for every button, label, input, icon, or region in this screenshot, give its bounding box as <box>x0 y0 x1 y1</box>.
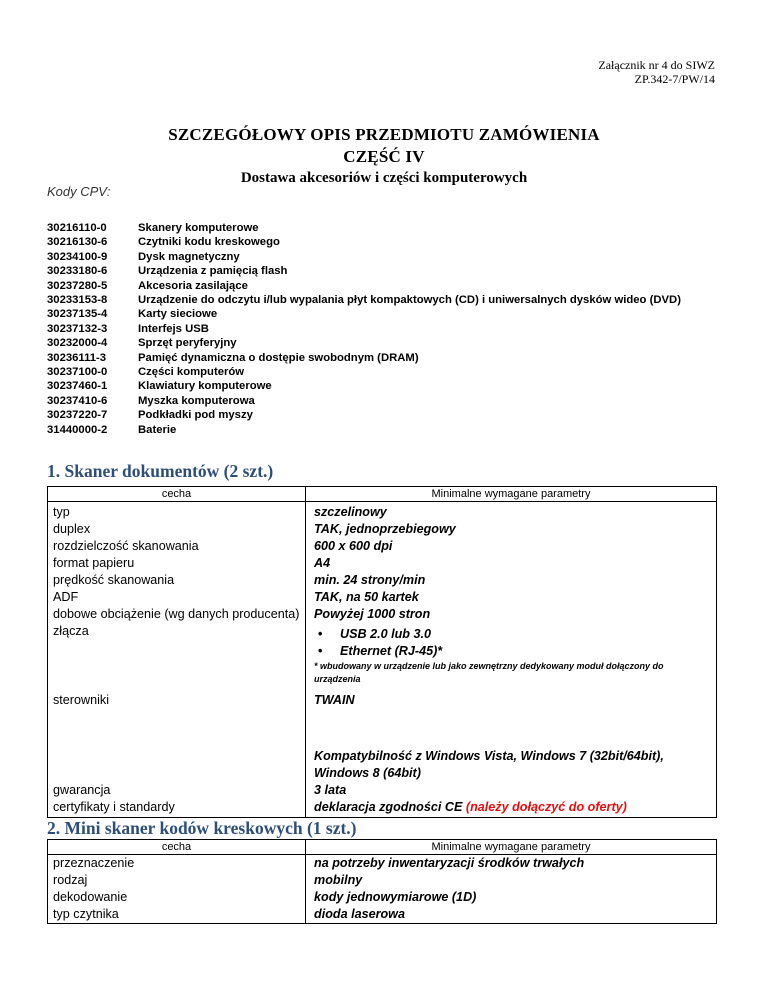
row-value: Kompatybilność z Windows Vista, Windows 7 (32bit/64bit), Windows 8 (64bit) <box>306 748 717 782</box>
row-label: ADF <box>48 589 306 606</box>
cpv-description: Części komputerów <box>138 366 245 379</box>
table-row <box>48 502 717 522</box>
cpv-row <box>47 250 681 264</box>
case-number: ZP.342-7/PW/14 <box>634 72 715 86</box>
certification-value: deklaracja zgodności CE <box>314 800 463 814</box>
cpv-row <box>47 408 681 422</box>
row-value <box>306 692 717 748</box>
row-value: TAK, na 50 kartek <box>306 589 717 606</box>
table-row <box>48 589 717 606</box>
document-scanner-spec-table <box>47 486 717 818</box>
column-header-feature: cecha <box>48 840 306 855</box>
cpv-row <box>47 221 681 235</box>
cpv-description: Interfejs USB <box>138 322 209 335</box>
column-header-parameters: Minimalne wymagane parametry <box>306 840 717 855</box>
cpv-code: 30233153-8 <box>47 294 108 307</box>
cpv-code: 30237220-7 <box>47 409 108 422</box>
cpv-description: Myszka komputerowa <box>138 394 255 407</box>
cpv-code: 30237100-0 <box>47 366 108 379</box>
table-row <box>48 872 717 889</box>
row-value: na potrzeby inwentaryzacji środków trwałych <box>306 855 717 873</box>
table-header-row <box>48 487 717 502</box>
row-value: min. 24 strony/min <box>306 572 717 589</box>
cpv-code: 30236111-3 <box>47 351 107 364</box>
cpv-code: 30237460-1 <box>47 380 108 393</box>
row-label: sterowniki <box>48 692 306 748</box>
cpv-description: Skanery komputerowe <box>138 222 259 234</box>
table-row <box>48 889 717 906</box>
page-subtitle: Dostawa akcesoriów i części komputerowych <box>240 170 528 186</box>
table-row <box>48 555 717 572</box>
cpv-code: 30216110-0 <box>47 222 107 234</box>
row-value: 600 x 600 dpi <box>306 538 717 555</box>
cpv-list <box>47 221 681 437</box>
cpv-code: 30237280-5 <box>47 279 108 292</box>
cpv-description: Karty sieciowe <box>138 308 218 321</box>
table-row <box>48 606 717 623</box>
document-reference <box>598 58 715 86</box>
cpv-row <box>47 307 681 321</box>
row-value: mobilny <box>306 872 717 889</box>
cpv-row <box>47 235 681 249</box>
cpv-description: Sprzęt peryferyjny <box>138 337 237 350</box>
cpv-row <box>47 264 681 278</box>
part-title: CZĘŚĆ IV <box>343 147 425 166</box>
cpv-row <box>47 423 681 437</box>
row-value <box>306 623 717 692</box>
row-label: duplex <box>48 521 306 538</box>
table-row <box>48 782 717 799</box>
cpv-description: Klawiatury komputerowe <box>138 380 272 393</box>
cpv-row <box>47 394 681 408</box>
row-value: dioda laserowa <box>306 906 717 924</box>
cpv-row <box>47 322 681 336</box>
cpv-description: Urządzenie do odczytu i/lub wypalania płyt kompaktowych (CD) i uniwersalnych dysków wideo (DVD) <box>138 294 681 307</box>
row-label: przeznaczenie <box>48 855 306 873</box>
row-value: kody jednowymiarowe (1D) <box>306 889 717 906</box>
cpv-code: 30237132-3 <box>47 322 108 335</box>
cpv-row <box>47 379 681 393</box>
list-item: • USB 2.0 lub 3.0 <box>314 626 711 643</box>
table-row <box>48 855 717 873</box>
table-header-row <box>48 840 717 855</box>
section-heading-document-scanner: 1. Skaner dokumentów (2 szt.) <box>47 461 274 481</box>
table-row <box>48 692 717 748</box>
row-label: typ czytnika <box>48 906 306 924</box>
row-label: gwarancja <box>48 782 306 799</box>
list-item: • Ethernet (RJ-45)* <box>314 643 711 660</box>
cpv-code: 30237135-4 <box>47 308 108 321</box>
row-label <box>48 748 306 782</box>
row-label: rodzaj <box>48 872 306 889</box>
cpv-description: Pamięć dynamiczna o dostępie swobodnym (DRAM) <box>138 351 419 364</box>
page-title: SZCZEGÓŁOWY OPIS PRZEDMIOTU ZAMÓWIENIA <box>168 125 600 144</box>
cpv-description: Akcesoria zasilające <box>138 279 248 292</box>
table-row <box>48 538 717 555</box>
connector-list <box>314 626 711 660</box>
cpv-row <box>47 365 681 379</box>
cpv-description: Urządzenia z pamięcią flash <box>138 265 288 278</box>
cpv-description: Podkładki pod myszy <box>138 409 253 422</box>
cpv-code: 30216130-6 <box>47 236 108 249</box>
row-label: format papieru <box>48 555 306 572</box>
column-header-feature: cecha <box>48 487 306 502</box>
cpv-row <box>47 279 681 293</box>
footnote: * wbudowany w urządzenie lub jako zewnętrzny dedykowany moduł dołączony do urządzenia <box>314 661 664 684</box>
cpv-description: Dysk magnetyczny <box>138 250 240 263</box>
cpv-row <box>47 351 681 365</box>
row-label: certyfikaty i standardy <box>48 799 306 818</box>
cpv-row <box>47 293 681 307</box>
row-label: typ <box>48 502 306 522</box>
row-label: dekodowanie <box>48 889 306 906</box>
cpv-code: 30233180-6 <box>47 265 108 278</box>
table-row <box>48 572 717 589</box>
row-label: dobowe obciążenie (wg danych producenta) <box>48 606 306 623</box>
cpv-code: 30234100-9 <box>47 250 108 263</box>
row-value: Powyżej 1000 stron <box>306 606 717 623</box>
barcode-scanner-spec-table <box>47 839 717 924</box>
row-value: 3 lata <box>306 782 717 799</box>
cpv-code: 30232000-4 <box>47 337 108 350</box>
driver-standard: TWAIN <box>314 693 355 707</box>
row-value <box>306 799 717 818</box>
row-value: TAK, jednoprzebiegowy <box>306 521 717 538</box>
row-label: prędkość skanowania <box>48 572 306 589</box>
cpv-row <box>47 336 681 350</box>
table-row <box>48 799 717 818</box>
cpv-description: Czytniki kodu kreskowego <box>138 236 280 249</box>
row-label: złącza <box>48 623 306 692</box>
cpv-label: Kody CPV: <box>47 184 111 199</box>
cpv-code: 31440000-2 <box>47 423 108 436</box>
attachment-number: Załącznik nr 4 do SIWZ <box>598 58 715 72</box>
row-label: rozdzielczość skanowania <box>48 538 306 555</box>
section-heading-barcode-scanner: 2. Mini skaner kodów kreskowych (1 szt.) <box>47 818 357 838</box>
table-row <box>48 748 717 782</box>
table-row <box>48 623 717 692</box>
certification-note: (należy dołączyć do oferty) <box>465 800 627 814</box>
cpv-code: 30237410-6 <box>47 394 108 407</box>
table-row <box>48 521 717 538</box>
row-value: szczelinowy <box>306 502 717 522</box>
row-value: A4 <box>306 555 717 572</box>
table-row <box>48 906 717 924</box>
cpv-description: Baterie <box>138 423 177 436</box>
column-header-parameters: Minimalne wymagane parametry <box>306 487 717 502</box>
